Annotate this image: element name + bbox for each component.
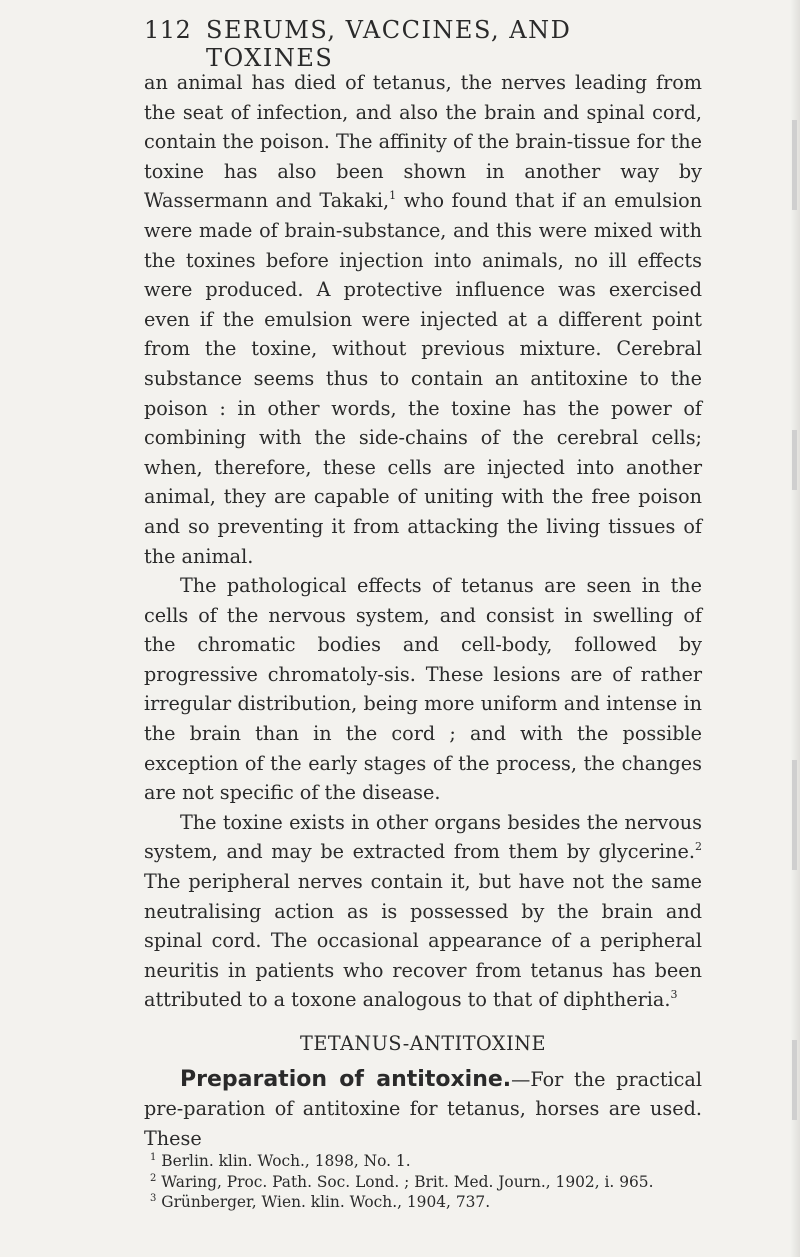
paragraph-4 xyxy=(144,1065,702,1154)
body-text xyxy=(144,68,702,1153)
scan-edge-mark xyxy=(792,760,797,870)
paragraph-1-text-cont: who found that if an emulsion were made of brain-substance, and this were mixed with the toxines before injection into animals, no ill effects were produced. A protective influence was exercised even if the emulsion were injected at a different point from the toxine, without previous mixture. Cerebral substance seems thus to contain an antitoxine to the poison : in other words, the toxine has the power of combining with the side-chains of the cerebral cells; when, therefore, these cells are injected into another animal, they are capable of uniting with the free poison and so preventing it from attacking the living tissues of the animal. xyxy=(144,189,702,568)
paragraph-1 xyxy=(144,68,702,571)
paragraph-4-text: —For the practical pre-paration of antitoxine for tetanus, horses are used. These xyxy=(144,1067,702,1150)
footnote xyxy=(144,1172,702,1193)
footnote-text: Berlin. klin. Woch., 1898, No. 1. xyxy=(161,1152,411,1170)
footnote xyxy=(144,1192,702,1213)
footnote-ref-1: 1 xyxy=(389,189,397,203)
footnote-ref-3: 3 xyxy=(670,988,678,1002)
scan-edge-mark xyxy=(792,120,797,210)
paragraph-3-text: The toxine exists in other organs besides the nervous system, and may be extracted from them by glycerine. xyxy=(144,810,702,864)
running-title: SERUMS, VACCINES, AND TOXINES xyxy=(206,16,572,72)
scan-edge-mark xyxy=(792,1040,797,1120)
paragraph-1-text: an animal has died of tetanus, the nerves leading from the seat of infection, and also the brain and spinal cord, contain the poison. The affinity of the brain-tissue for the toxine has also been shown in another way by Wassermann and Takaki, xyxy=(144,71,702,213)
paragraph-2 xyxy=(144,571,702,808)
footnote-text: Grünberger, Wien. klin. Woch., 1904, 737. xyxy=(161,1193,491,1211)
footnote-ref-2: 2 xyxy=(695,840,702,854)
scan-edge-mark xyxy=(792,430,797,490)
footnote-number: 2 xyxy=(150,1172,157,1184)
section-heading: TETANUS-ANTITOXINE xyxy=(300,1032,546,1055)
footnote-text: Waring, Proc. Path. Soc. Lond. ; Brit. Med. Journ., 1902, i. 965. xyxy=(161,1172,654,1191)
footnote xyxy=(144,1151,702,1172)
page-number: 112 xyxy=(144,16,192,44)
subheading: Preparation of antitoxine. xyxy=(180,1066,512,1092)
paragraph-3 xyxy=(144,808,702,1015)
footnotes xyxy=(144,1151,702,1213)
paragraph-2-text: The pathological effects of tetanus are seen in the cells of the nervous system, and consist in swelling of the chromatic bodies and cell-body, followed by progressive chromatoly-sis. These lesions are of rather irregular distribution, being more uniform and intense in the brain than in the cord ; and with the possible exception of the early stages of the process, the changes are not specific of the disease. xyxy=(144,574,702,805)
paragraph-3-text-cont: The peripheral nerves contain it, but have not the same neutralising action as is possessed by the brain and spinal cord. The occasional appearance of a peripheral neuritis in patients who recover from tetanus has been attributed to a toxone analogous to that of diphtheria. xyxy=(144,870,702,1012)
footnote-number: 1 xyxy=(150,1152,157,1163)
page-header xyxy=(144,10,704,72)
footnote-number: 3 xyxy=(150,1193,157,1204)
